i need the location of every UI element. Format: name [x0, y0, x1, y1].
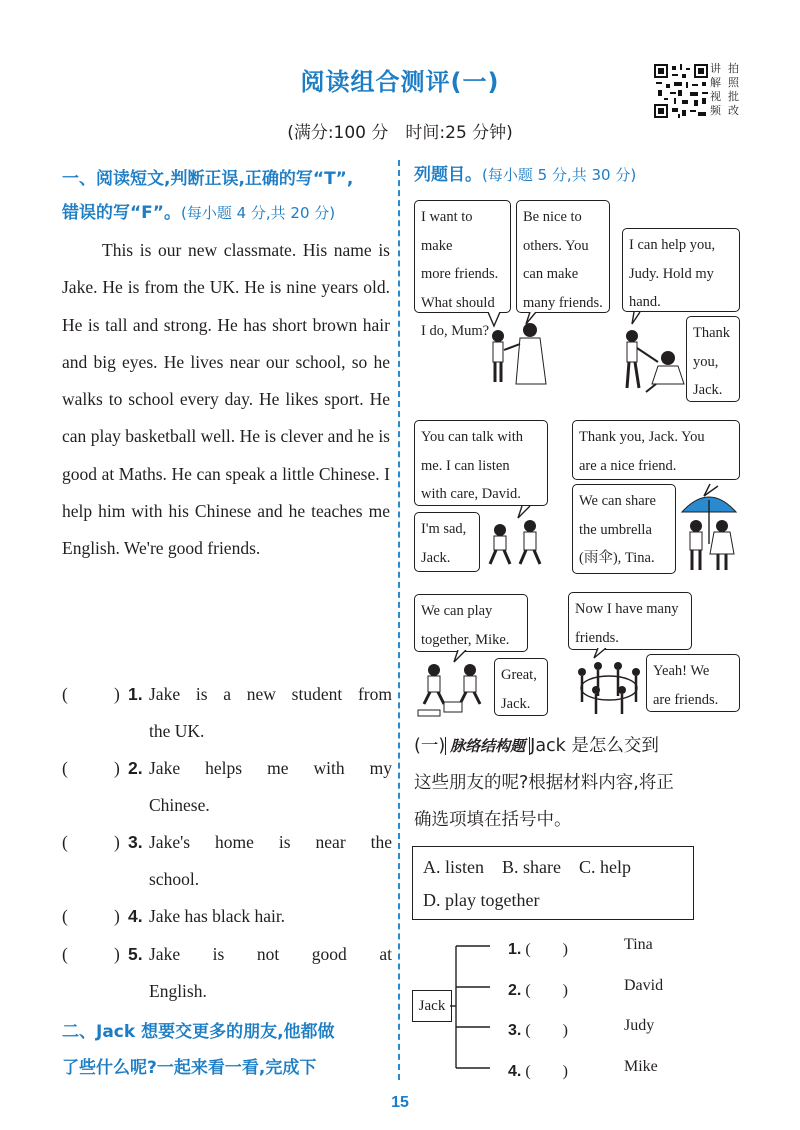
page-subtitle: (满分:100 分 时间:25 分钟) [287, 123, 513, 143]
question-4: ( ) 4. Jake has black hair. [62, 898, 392, 935]
speech-bubble: Thank you, Jack. You are a nice friend. [572, 420, 740, 480]
tree-row-2: 2. ( ) David [508, 977, 664, 999]
page-title: 阅读组合测评(一) [300, 68, 500, 96]
comic-panel-6 [568, 592, 740, 718]
tree-row-1: 1. ( ) Tina [508, 936, 653, 958]
question-1: ( ) 1. Jake is a new student from the UK. [62, 676, 392, 750]
page-number: 15 [391, 1094, 409, 1111]
answer-blank[interactable]: ) [114, 832, 120, 852]
comic-panel-1 [414, 200, 610, 385]
tree-root-jack: Jack [412, 990, 452, 1022]
question-type-tag: 脉络结构题 [445, 737, 530, 755]
jack-helping-judy-illustration [622, 312, 686, 396]
comic-panel-4 [572, 420, 740, 576]
speech-bubble: Yeah! We are friends. [646, 654, 740, 712]
comic-panel-3 [414, 420, 548, 576]
qr-label: 讲 拍 解 照 视 批 频 改 [710, 62, 739, 117]
comic-panel-2 [622, 228, 740, 408]
friends-circle-illustration [572, 648, 646, 718]
qr-code-icon[interactable] [654, 64, 708, 118]
jack-and-mike-playing-illustration [414, 650, 496, 718]
answer-blank[interactable]: ( ) [525, 1063, 569, 1080]
speech-bubble: Great, Jack. [494, 658, 548, 716]
speech-bubble: You can talk with me. I can listen with care, David. [414, 420, 548, 506]
answer-blank[interactable]: ) [114, 944, 120, 964]
answer-blank[interactable]: ( ) [525, 1022, 569, 1039]
answer-blank[interactable]: ( ) [525, 941, 569, 958]
question-2: ( ) 2. Jake helps me with my Chinese. [62, 750, 392, 824]
question-5: ( ) 5. Jake is not good at English. [62, 936, 392, 1010]
tree-row-4: 4. ( ) Mike [508, 1058, 658, 1080]
column-divider [398, 160, 400, 1080]
question-3: ( ) 3. Jake's home is near the school. [62, 824, 392, 898]
mother-and-boy-illustration [474, 312, 574, 386]
answer-blank[interactable]: ) [114, 906, 120, 926]
answer-blank[interactable]: ) [114, 684, 120, 704]
speech-bubble: I want to make more friends. What should I do, Mum? [414, 200, 511, 313]
reading-passage: This is our new classmate. His name is Jake. He is from the UK. He is nine years old. He is tall and strong. He has short brown hair and big eyes. He lives near our school, so he walks to school every day. He likes sport. He can play basketball well. He is clever and he is good at Maths. He can speak a little Chinese. I help him with his Chinese and he teaches me English. We're good friends. [62, 240, 390, 559]
comic-panel-5 [414, 594, 548, 718]
umbrella-illustration [678, 478, 740, 576]
speech-bubble: We can share the umbrella (雨伞), Tina. [572, 484, 676, 574]
answer-blank[interactable]: ) [114, 758, 120, 778]
section2-heading: 二、Jack 想要交更多的朋友,他都做 了些什么呢?一起来看一看,完成下 [62, 1022, 335, 1078]
speech-bubble: Thank you, Jack. [686, 316, 740, 402]
speech-bubble: I'm sad, Jack. [414, 512, 480, 572]
answer-blank[interactable]: ( ) [525, 982, 569, 999]
speech-bubble: Be nice to others. You can make many friends. [516, 200, 610, 313]
speech-bubble: Now I have many friends. [568, 592, 692, 650]
section1-heading: 一、阅读短文,判断正误,正确的写“T”, 错误的写“F”。(每小题 4 分,共 20 分) [62, 169, 354, 223]
speech-bubble: I can help you, Judy. Hold my hand. [622, 228, 740, 312]
jack-and-david-illustration [482, 506, 548, 570]
options-box: A. listen B. share C. help D. play together [412, 846, 694, 920]
tree-row-3: 3. ( ) Judy [508, 1017, 655, 1039]
section2-heading-continued: 列题目。(每小题 5 分,共 30 分) [414, 165, 637, 185]
part1-instructions: (一) 脉络结构题 Jack 是怎么交到 这些朋友的呢?根据材料内容,将正 确选项填在括号中。 [414, 736, 674, 830]
speech-bubble: We can play together, Mike. [414, 594, 528, 652]
